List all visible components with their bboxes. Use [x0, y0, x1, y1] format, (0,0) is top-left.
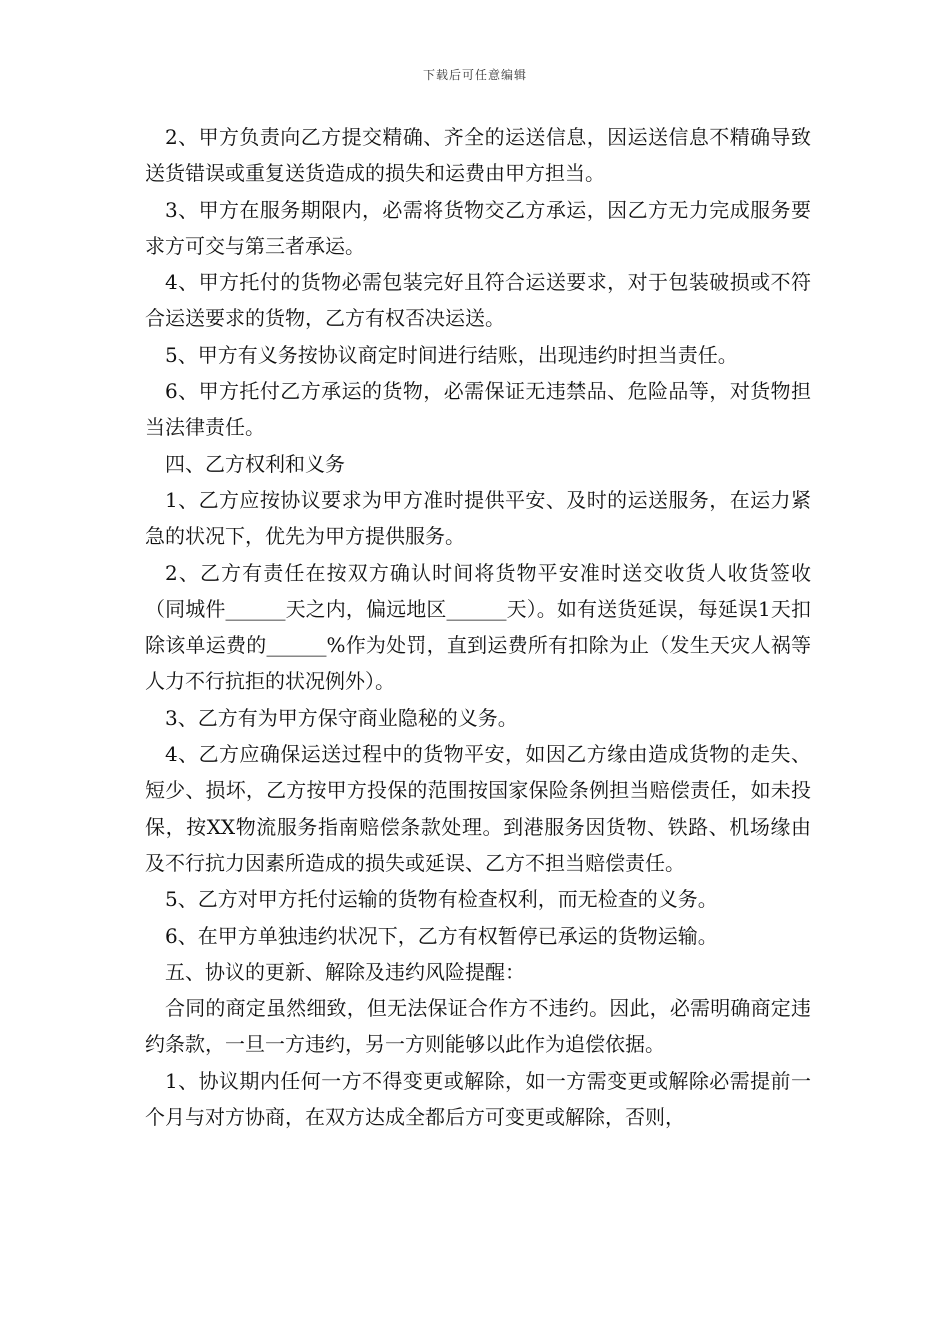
clause-5-party-a-settlement: 5、甲方有义务按协议商定时间进行结账，出现违约时担当责任。 [165, 342, 738, 367]
section-heading-party-b: 四、乙方权利和义务 [165, 451, 345, 476]
clause-1-termination: 1、协议期内任何一方不得变更或解除，如一方需变更或解除必需提前一个月与对方协商，在双方达成全都后方可变更或解除，否则， [145, 1068, 811, 1130]
clause-6-party-a-prohibited: 6、甲方托付乙方承运的货物，必需保证无违禁品、危险品等，对货物担当法律责任。 [145, 379, 811, 440]
clause-1-party-b-service: 1、乙方应按协议要求为甲方准时提供平安、及时的运送服务，在运力紧急的状况下，优先为甲方提供服务。 [145, 487, 811, 549]
clause-5-party-b-inspection: 5、乙方对甲方托付运输的货物有检查权利，而无检查的义务。 [165, 887, 718, 912]
clause-2-party-a-info: 2、甲方负责向乙方提交精确、齐全的运送信息，因运送信息不精确导致送货错误或重复送货造成的损失和运费由甲方担当。 [145, 125, 811, 186]
clause-6-party-b-suspension: 6、在甲方单独违约状况下，乙方有权暂停已承运的货物运输。 [165, 923, 718, 948]
section-heading-termination: 五、协议的更新、解除及违约风险提醒： [165, 959, 525, 984]
clause-4-party-a-packaging: 4、甲方托付的货物必需包装完好且符合运送要求，对于包装破损或不符合运送要求的货物，乙方有权否决运送。 [145, 270, 811, 331]
clause-3-party-b-confidentiality: 3、乙方有为甲方保守商业隐秘的义务。 [165, 705, 518, 730]
paragraph-breach-note: 合同的商定虽然细致，但无法保证合作方不违约。因此，必需明确商定违约条款，一旦一方违约，另一方则能够以此作为追偿依据。 [145, 996, 811, 1057]
page-header: 下载后可任意编辑 [422, 68, 527, 82]
clause-3-party-a-service-period: 3、甲方在服务期限内，必需将货物交乙方承运，因乙方无力完成服务要求方可交与第三者承运。 [145, 197, 811, 258]
clause-2-party-b-delivery: 2、乙方有责任在按双方确认时间将货物平安准时送交收货人收货签收（同城件______天之内，偏远地区______天）。如有送货延误，每延误1天扣除该单运费的______%作为处罚，直到运费所有扣除为止（发生天灾人祸等人力不行抗拒的状况例外）。 [145, 560, 811, 694]
clause-4-party-b-safety: 4、乙方应确保运送过程中的货物平安，如因乙方缘由造成货物的走失、短少、损坏，乙方按甲方投保的范围按国家保险条例担当赔偿责任，如未投保，按XX物流服务指南赔偿条款处理。到港服务因货物、铁路、机场缘由及不行抗力因素所造成的损失或延误、乙方不担当赔偿责任。 [145, 742, 811, 875]
document-body [145, 119, 811, 1135]
